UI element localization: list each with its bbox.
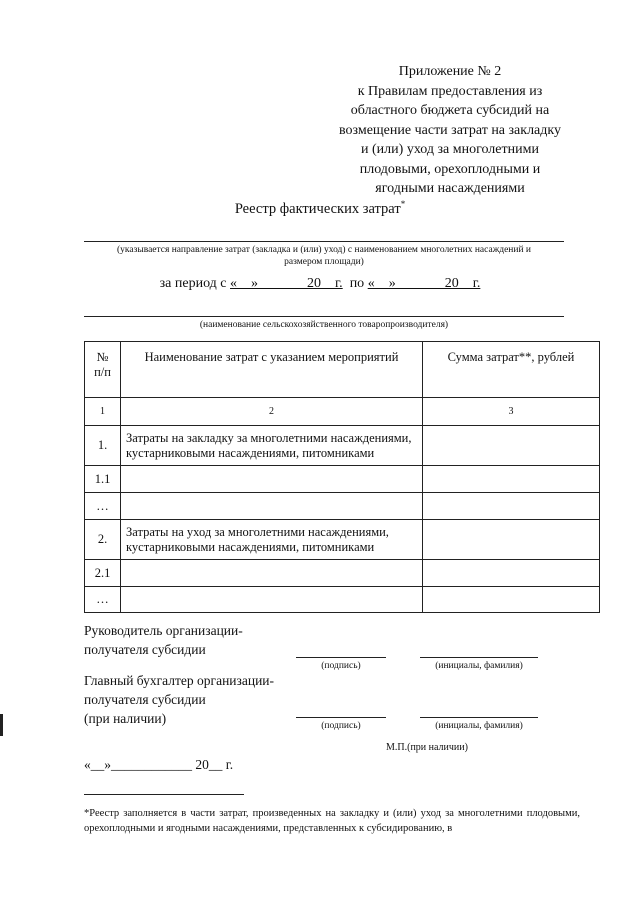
row-sum xyxy=(423,560,600,587)
head-signatory xyxy=(84,621,243,659)
register-title xyxy=(0,199,640,218)
costs-table xyxy=(84,341,600,613)
accountant-signatory xyxy=(84,671,274,728)
margin-mark xyxy=(0,714,3,736)
appendix-line: областного бюджета субсидий на xyxy=(350,103,550,118)
row-name xyxy=(121,587,423,613)
accountant-sign-line xyxy=(296,717,386,718)
table-row xyxy=(85,587,600,613)
row-sum xyxy=(423,493,600,520)
signature-date: «__»____________ 20__ г. xyxy=(84,757,234,772)
appendix-line: возмещение части затрат на закладку xyxy=(338,122,561,138)
row-name: Затраты на уход за многолетними насаждениями, кустарниковыми насаждениями, питомниками xyxy=(121,520,423,560)
appendix-header xyxy=(300,62,600,199)
table-header-row xyxy=(85,342,600,398)
row-sum xyxy=(423,426,600,466)
col-number: 3 xyxy=(423,398,600,426)
period-line xyxy=(0,276,640,292)
footnote-text: *Реестр заполняется в части затрат, произведенных на закладку и (или) уход за многолетними плодовыми, орехоплодными и ягодными насаждениями, представленных к субсидированию, в xyxy=(84,808,580,834)
row-num: 2.1 xyxy=(85,560,121,587)
table-number-row xyxy=(85,398,600,426)
footnote-mark: * xyxy=(400,199,406,209)
head-sign-caption: (подпись) xyxy=(321,661,361,671)
row-num: 1. xyxy=(85,426,121,466)
header-name: Наименование затрат с указанием мероприятий xyxy=(121,342,423,398)
period-prefix: за период с xyxy=(159,276,231,291)
row-sum xyxy=(423,466,600,493)
row-name xyxy=(121,466,423,493)
row-name: Затраты на закладку за многолетними насаждениями, кустарниковыми насаждениями, питомниками xyxy=(121,426,423,466)
direction-caption xyxy=(84,244,564,268)
period-to: « » 20 г. xyxy=(367,276,481,291)
appendix-line: и (или) уход за многолетними xyxy=(361,142,539,157)
head-name-line xyxy=(420,657,538,658)
appendix-line: плодовыми, орехоплодными и xyxy=(359,161,541,177)
accountant-sign-caption: (подпись) xyxy=(321,721,361,731)
head-label-line: получателя субсидии xyxy=(84,642,206,657)
header-num: № п/п xyxy=(85,342,121,398)
row-name xyxy=(121,493,423,520)
table-row xyxy=(85,493,600,520)
col-number: 1 xyxy=(85,398,121,426)
period-from: « » 20 г. xyxy=(230,276,343,291)
footnote-separator xyxy=(84,794,244,795)
accountant-label-line: (при наличии) xyxy=(84,711,167,726)
appendix-line: Приложение № 2 xyxy=(398,64,502,79)
direction-line xyxy=(84,241,564,242)
producer-caption: (наименование сельскохозяйственного товаропроизводителя) xyxy=(199,320,449,330)
row-sum xyxy=(423,520,600,560)
row-num: 1.1 xyxy=(85,466,121,493)
table-row xyxy=(85,426,600,466)
row-sum xyxy=(423,587,600,613)
head-name-caption: (инициалы, фамилия) xyxy=(435,661,523,671)
row-num: … xyxy=(85,493,121,520)
register-title-text: Реестр фактических затрат xyxy=(234,200,401,217)
head-label-line: Руководитель организации- xyxy=(84,623,243,638)
table-row xyxy=(85,520,600,560)
accountant-name-caption: (инициалы, фамилия) xyxy=(435,721,523,731)
head-sign-line xyxy=(296,657,386,658)
accountant-label-line: Главный бухгалтер организации- xyxy=(84,673,275,688)
row-num: 2. xyxy=(85,520,121,560)
row-name xyxy=(121,560,423,587)
direction-caption-line: размером площади) xyxy=(284,257,364,267)
table-row xyxy=(85,466,600,493)
table-row xyxy=(85,560,600,587)
appendix-line: к Правилам предоставления из xyxy=(357,83,543,99)
direction-caption-line: (указывается направление затрат (закладка и (или) уход) с наименованием многолетних насаждений и xyxy=(116,245,532,255)
row-num: … xyxy=(85,587,121,613)
col-number: 2 xyxy=(121,398,423,426)
producer-line xyxy=(84,316,564,317)
period-middle: по xyxy=(342,276,368,291)
appendix-line: ягодными насаждениями xyxy=(375,181,525,196)
header-sum: Сумма затрат**, рублей xyxy=(423,342,600,398)
accountant-name-line xyxy=(420,717,538,718)
stamp-place: М.П.(при наличии) xyxy=(386,742,468,753)
accountant-label-line: получателя субсидии xyxy=(84,692,206,707)
